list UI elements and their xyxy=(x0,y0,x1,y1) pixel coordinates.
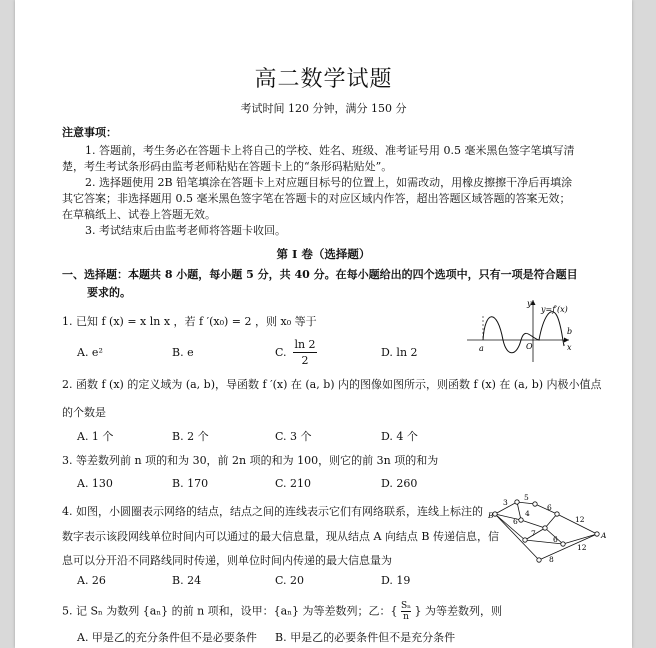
page-title: 高二数学试题 xyxy=(254,67,393,92)
q2-option-c: C. 3 个 xyxy=(275,430,312,443)
q5-option-a: A. 甲是乙的充分条件但不是必要条件 xyxy=(77,631,257,644)
edge-label: 3 xyxy=(503,498,508,507)
q2-option-d: D. 4 个 xyxy=(381,430,418,443)
edge-label: 12 xyxy=(575,515,585,524)
q1-option-c: C. xyxy=(275,346,287,359)
document-page xyxy=(15,0,632,648)
q4-option-b: B. 24 xyxy=(172,574,202,587)
edge-label: 7 xyxy=(531,529,536,538)
q4-option-a: A. 26 xyxy=(77,574,106,587)
question-5-text xyxy=(62,601,502,622)
x-axis-arrow xyxy=(564,338,569,343)
q3-option-b: B. 170 xyxy=(172,477,209,490)
q5-option-b: B. 甲是乙的必要条件但不是充分条件 xyxy=(275,631,456,644)
network-figure xyxy=(487,490,615,572)
q4-option-d: D. 19 xyxy=(381,574,411,587)
question-4-text: 4. 如图，小圆圈表示网络的结点，结点之间的连线表示它们有网络联系，连线上标注的 xyxy=(62,505,483,518)
question-4-text-cont2: 息可以分开沿不同路线同时传递，则单位时间内传递的最大信息量为 xyxy=(62,554,392,567)
x-axis-label: x xyxy=(567,343,572,352)
question-2-text: 2. 函数 f (x) 的定义域为 (a, b)，导函数 f ′(x) 在 (a, b) 内的图像如图所示，则函数 f (x) 在 (a, b) 内极小值点 xyxy=(62,378,602,391)
question-4-text-cont: 数字表示该段网线单位时间内可以通过的最大信息量，现从结点 A 向结点 B 传递信息，信 xyxy=(62,530,500,543)
edge-label: 12 xyxy=(577,543,587,552)
q5-fraction-numerator: Sₙ xyxy=(400,601,412,611)
notice-line: 3. 考试结束后由监考老师将答题卡收回。 xyxy=(85,224,286,237)
q4-option-c: C. 20 xyxy=(275,574,305,587)
notice-line: 1. 答题前，考生务必在答题卡上将自己的学校、姓名、班级、准考证号用 0.5 毫米黑色签字笔填写清 xyxy=(85,144,575,157)
q5-fraction xyxy=(401,601,411,622)
q3-option-a: A. 130 xyxy=(77,477,113,490)
part1-heading-cont: 要求的。 xyxy=(87,286,131,299)
notice-line: 在草稿纸上、试卷上答题无效。 xyxy=(62,208,216,221)
question-3-text: 3. 等差数列前 n 项的和为 30，前 2n 项的和为 100，则它的前 3n 项的和为 xyxy=(62,454,439,467)
q1-option-d: D. ln 2 xyxy=(381,346,418,359)
edge-label: 4 xyxy=(525,509,530,518)
a-label: a xyxy=(479,344,484,353)
y-axis-label: y xyxy=(527,299,532,308)
edge-label: 6 xyxy=(547,503,552,512)
question-1-text: 1. 已知 f (x) = x ln x ，若 f ′(x₀) = 2 ，则 x₀ 等于 xyxy=(62,315,317,328)
origin-label: O xyxy=(526,342,533,351)
question-2-text-cont: 的个数是 xyxy=(62,406,106,419)
notice-heading: 注意事项： xyxy=(62,126,117,139)
q5-fraction-denominator: n xyxy=(403,612,409,622)
edge-label: 8 xyxy=(549,555,554,564)
notice-line: 2. 选择题使用 2B 铅笔填涂在答题卡上对应题目标号的位置上，如需改动，用橡皮擦擦干净后再填涂 xyxy=(85,176,573,189)
q1-option-b: B. e xyxy=(172,346,194,359)
notice-line: 楚，考生考试条形码由监考老师粘贴在答题卡上的“条形码粘贴处”。 xyxy=(62,160,393,173)
edge-label: 5 xyxy=(524,493,529,502)
node-b-label: B xyxy=(488,511,494,520)
q1-option-c-numerator: ln 2 xyxy=(294,338,316,351)
notice-line: 其它答案；非选择题用 0.5 毫米黑色签字笔在答题卡的对应区域内作答，超出答题区域答题的答案无效； xyxy=(62,192,571,205)
fraction-bar xyxy=(293,352,317,353)
edge-label: 6 xyxy=(553,535,558,544)
q3-option-d: D. 260 xyxy=(381,477,418,490)
b-label: b xyxy=(567,327,573,336)
derivative-graph-figure xyxy=(463,296,575,364)
section-title: 第 I 卷（选择题） xyxy=(276,247,371,261)
curve-label: y=f′(x) xyxy=(541,305,568,314)
edge-label: 6 xyxy=(513,517,518,526)
part1-heading: 一、选择题：本题共 8 小题，每小题 5 分，共 40 分。在每小题给出的四个选项中，只有一项是符合题目 xyxy=(62,268,578,281)
derivative-curve xyxy=(483,312,564,353)
node-a-label: A xyxy=(601,531,607,540)
q3-option-c: C. 210 xyxy=(275,477,312,490)
q2-option-a: A. 1 个 xyxy=(77,430,114,443)
q1-option-a: A. e² xyxy=(77,346,103,359)
q5-text-pre: 5. 记 Sₙ 为数列 {aₙ} 的前 n 项和，设甲：{aₙ} 为等差数列；乙：{ xyxy=(62,604,398,618)
q1-option-c-denominator: 2 xyxy=(301,354,309,367)
q5-text-post: } 为等差数列，则 xyxy=(414,604,503,618)
exam-info: 考试时间 120 分钟，满分 150 分 xyxy=(240,102,407,115)
q2-option-b: B. 2 个 xyxy=(172,430,209,443)
